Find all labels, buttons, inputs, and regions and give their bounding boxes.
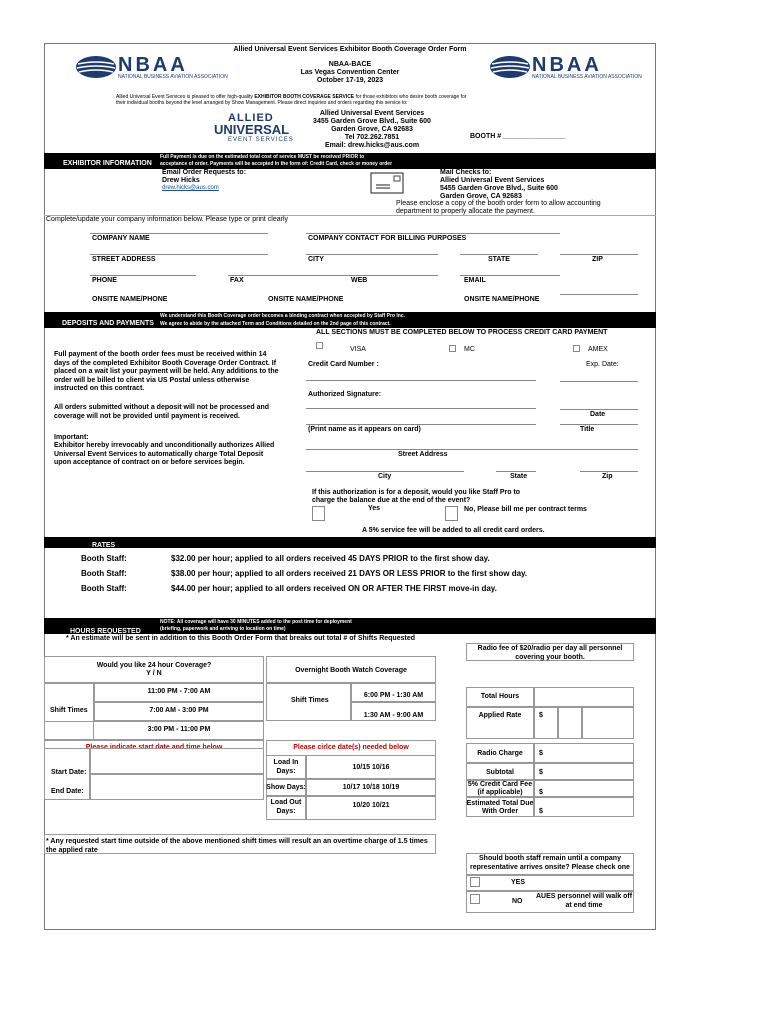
deposits-bar xyxy=(44,312,656,328)
deployment-note-1: NOTE: All coverage will have 30 MINUTES added to the post time for deployment xyxy=(160,619,352,625)
print-name-field[interactable] xyxy=(306,424,536,425)
applied-rate-field[interactable] xyxy=(558,707,582,739)
show-dates: 10/17 10/18 10/19 xyxy=(342,784,400,791)
payment-paragraph-1: Full payment of the booth order fees must be received within 14 days of the completed Exhibitor Booth Coverage Order Contract. If placed on a wait list your payment will be held. Any additions to the order will be billed to client via US Postal unless otherwise instructed on this contract. xyxy=(54,351,279,392)
allied-universal-logo: ALLIED UNIVERSAL EVENT SERVICES xyxy=(214,112,294,143)
mc-label: MC xyxy=(464,346,475,353)
cc-fee-field[interactable] xyxy=(534,780,634,797)
complete-note: Complete/update your company information below. Please type or print clearly xyxy=(46,216,289,223)
load-out-dates: 10/20 10/21 xyxy=(352,802,390,809)
circle-note: Please cirlce date(s) needed below xyxy=(293,744,409,751)
phone-label: PHONE xyxy=(92,277,117,284)
load-out-label: Load Out Days: xyxy=(270,799,302,815)
show-days-label: Show Days: xyxy=(266,784,306,791)
logo-word: NBAA xyxy=(532,54,602,76)
deployment-note-2: (briefing, paperwork and arriving to location on time) xyxy=(160,626,286,632)
venue: Las Vegas Convention Center xyxy=(300,69,400,76)
remain-no-label: NO xyxy=(512,898,523,905)
vendor-email: Email: drew.hicks@aus.com xyxy=(324,142,420,149)
coverage-yn[interactable]: Y / N xyxy=(146,670,162,677)
street-label: STREET ADDRESS xyxy=(92,256,156,263)
payment-note-2: acceptance of order. Payments will be accepted in the form of: Credit Card, check or money order xyxy=(160,161,393,167)
rate-label: Booth Staff: xyxy=(81,569,127,578)
event-name: NBAA-BACE xyxy=(328,61,372,68)
start-date-field[interactable] xyxy=(90,748,264,774)
vendor-address-2: Garden Grove, CA 92683 xyxy=(331,126,413,133)
dollar-sign: $ xyxy=(539,750,543,757)
mail-address-1: 5455 Garden Grove Blvd., Suite 600 xyxy=(440,185,558,192)
deposit-yes-label: Yes xyxy=(368,505,381,512)
exp-date-field[interactable] xyxy=(560,381,638,382)
form-title: Allied Universal Event Services Exhibitor Booth Coverage Order Form xyxy=(233,46,467,53)
deposit-question-1: If this authorization is for a deposit, would you like Staff Pro to xyxy=(312,489,521,496)
mc-checkbox[interactable] xyxy=(449,345,456,352)
overnight-heading: Overnight Booth Watch Coverage xyxy=(295,667,407,674)
vendor-address-1: 3455 Garden Grove Blvd., Suite 600 xyxy=(313,118,431,125)
dollar-sign: $ xyxy=(539,808,543,815)
auth-signature-field[interactable] xyxy=(306,408,536,409)
cc-city-field[interactable] xyxy=(306,471,464,472)
logo-tagline: NATIONAL BUSINESS AVIATION ASSOCIATION xyxy=(118,74,228,80)
company-name-label: COMPANY NAME xyxy=(92,235,150,242)
mail-checks-label: Mail Checks to: xyxy=(440,169,492,176)
cc-state-label: State xyxy=(510,473,528,480)
contact-name: Drew Hicks xyxy=(162,177,200,184)
fax-field[interactable] xyxy=(228,275,306,276)
total-hours-field[interactable] xyxy=(534,687,634,707)
end-date-label: End Date: xyxy=(51,788,84,795)
payment-note-1: Full Payment is due on the estimated total cost of service MUST be received PRIOR to xyxy=(160,154,365,160)
title-field[interactable] xyxy=(560,424,638,425)
remain-yes-label: YES xyxy=(511,879,526,886)
shift-2: 7:00 AM - 3:00 PM xyxy=(149,707,209,714)
city-label: CITY xyxy=(308,256,324,263)
email-orders-label: Email Order Requests to: xyxy=(162,169,247,176)
amex-label: AMEX xyxy=(588,346,608,353)
terms-note: We agree to abide by the attached Term and Conditions detailed on the 2nd page of this contract. xyxy=(160,321,391,327)
remain-no-checkbox[interactable] xyxy=(470,894,480,904)
company-name-field[interactable] xyxy=(90,233,268,234)
radio-charge-label: Radio Charge xyxy=(477,750,523,757)
start-date-label: Start Date: xyxy=(51,769,87,776)
zip-label: ZIP xyxy=(592,256,603,263)
exhibitor-info-bar xyxy=(44,153,656,169)
enclose-note-2: department to properly allocate the payment. xyxy=(396,208,535,215)
street-field[interactable] xyxy=(90,254,268,255)
deposit-no-checkbox[interactable] xyxy=(445,506,458,521)
globe-icon xyxy=(74,55,118,79)
email-label: EMAIL xyxy=(464,277,486,284)
rate-label: Booth Staff: xyxy=(81,584,127,593)
enclose-note-1: Please enclose a copy of the booth order form to allow accounting xyxy=(396,200,601,207)
envelope-icon xyxy=(370,172,404,194)
section-title: RATES xyxy=(92,542,116,549)
rate-label: Booth Staff: xyxy=(81,554,127,563)
shift-times-label: Shift Times xyxy=(50,707,88,714)
billing-contact-field[interactable] xyxy=(306,233,560,234)
shift-1: 11:00 PM - 7:00 AM xyxy=(147,688,211,695)
card-number-label: Credit Card Number : xyxy=(308,361,379,368)
section-title: HOURS REQUESTED xyxy=(70,628,141,635)
cc-fee-label-2: (if applicable) xyxy=(477,789,523,796)
cc-zip-field[interactable] xyxy=(580,471,638,472)
binding-note: We understand this Booth Coverage order becomes a binding contract when accepted by Staff Pro Inc. xyxy=(160,313,405,319)
vendor-tel: Tel 702.262.7851 xyxy=(344,134,400,141)
overtime-note: * Any requested start time outside of the above mentioned shift times will result an an overtime charge of 1.5 times the applied rate xyxy=(46,838,428,854)
intro-line-1: Allied Universal Event Services is pleased to offer high-quality EXHIBITOR BOOTH COVERAGE SERVICE for those exhibitors who desire booth coverage for xyxy=(116,94,467,100)
radio-charge-field[interactable] xyxy=(534,743,634,763)
shift-3: 3:00 PM - 11:00 PM xyxy=(147,726,211,733)
contact-email-link[interactable]: drew.hicks@aus.com xyxy=(162,185,219,191)
onsite-1-label: ONSITE NAME/PHONE xyxy=(92,296,168,303)
authorization-paragraph: Exhibitor hereby irrevocably and unconditionally authorizes Allied Universal Event Services to automatically charge Total Deposit upon acceptance of contract on or before services begin. xyxy=(54,442,275,466)
cc-street-field[interactable] xyxy=(306,449,638,450)
booth-number-field[interactable]: BOOTH # ________________ xyxy=(470,133,566,140)
dollar-sign: $ xyxy=(539,789,543,796)
sig-date-label: Date xyxy=(590,411,606,418)
radio-fee-note: Radio fee of $20/radio per day all personnel covering your booth. xyxy=(477,645,623,661)
deposit-yes-checkbox[interactable] xyxy=(312,506,325,521)
billing-contact-label: COMPANY CONTACT FOR BILLING PURPOSES xyxy=(308,235,467,242)
onsite-2-label: ONSITE NAME/PHONE xyxy=(268,296,344,303)
load-in-dates: 10/15 10/16 xyxy=(352,764,390,771)
section-title: DEPOSITS AND PAYMENTS xyxy=(62,320,154,327)
web-label: WEB xyxy=(351,277,368,284)
state-label: STATE xyxy=(488,256,510,263)
payment-paragraph-2: All orders submitted without a deposit will not be processed and coverage will not be provided until payment is received. xyxy=(54,404,270,420)
email-field[interactable] xyxy=(460,275,560,276)
dollar-sign: $ xyxy=(539,769,543,776)
visa-checkbox[interactable] xyxy=(316,342,323,349)
web-field[interactable] xyxy=(306,275,438,276)
applied-rate-label: Applied Rate xyxy=(478,712,522,719)
vendor-name: Allied Universal Event Services xyxy=(319,110,425,117)
rate-text: $44.00 per hour; applied to all orders received ON OR AFTER THE FIRST move-in day. xyxy=(171,584,497,593)
cc-city-label: City xyxy=(378,473,392,480)
walk-off-note: AUES personnel will walk off at end time xyxy=(535,893,633,909)
rates-bar xyxy=(44,537,656,548)
service-fee-note: A 5% service fee will be added to all credit card orders. xyxy=(362,527,545,534)
section-title: EXHIBITOR INFORMATION xyxy=(63,160,152,167)
event-dates: October 17-19, 2023 xyxy=(316,77,384,84)
est-total-label-2: With Order xyxy=(481,808,519,815)
rate-text: $32.00 per hour; applied to all orders received 45 DAYS PRIOR to the first show day. xyxy=(171,554,490,563)
mail-address-2: Garden Grove, CA 92683 xyxy=(440,193,522,200)
important-heading: Important: xyxy=(54,434,89,441)
load-in-label: Load In Days: xyxy=(273,759,299,775)
visa-label: VISA xyxy=(350,346,366,353)
est-total-field[interactable] xyxy=(534,797,634,817)
cc-zip-label: Zip xyxy=(602,473,613,480)
globe-icon xyxy=(488,55,532,79)
zip-field[interactable] xyxy=(560,254,638,255)
phone-field[interactable] xyxy=(90,275,196,276)
exp-date-label: Exp. Date: xyxy=(586,361,619,368)
print-name-label: (Print name as it appears on card) xyxy=(308,426,421,433)
est-total-label-1: Estimated Total Due xyxy=(466,800,534,807)
dollar-sign: $ xyxy=(539,712,543,719)
hours-bar xyxy=(44,618,656,634)
subtotal-label: Subtotal xyxy=(486,769,514,776)
cc-heading: ALL SECTIONS MUST BE COMPLETED BELOW TO PROCESS CREDIT CARD PAYMENT xyxy=(316,329,608,336)
nbaa-logo-right xyxy=(488,54,642,81)
indicate-note: Please indicate start date and time below xyxy=(85,744,223,751)
logo-tagline: NATIONAL BUSINESS AVIATION ASSOCIATION xyxy=(532,74,642,80)
remain-question: Should booth staff remain until a company representative arrives onsite? Please check one xyxy=(470,855,630,871)
city-field[interactable] xyxy=(306,254,438,255)
rate-text: $38.00 per hour; applied to all orders received 21 DAYS OR LESS PRIOR to the first show day. xyxy=(171,569,528,578)
cc-street-label: Street Address xyxy=(398,451,448,458)
deposit-no-label: No, Please bill me per contract terms xyxy=(464,506,587,513)
estimate-note: * An estimate will be sent in addition to this Booth Order Form that breaks out total # of Shifts Requested xyxy=(66,635,415,642)
fax-label: FAX xyxy=(230,277,244,284)
coverage-question: Would you like 24 hour Coverage? xyxy=(96,662,212,669)
amex-checkbox[interactable] xyxy=(573,345,580,352)
overnight-shift-2: 1:30 AM - 9:00 AM xyxy=(363,712,424,719)
state-field[interactable] xyxy=(460,254,538,255)
remain-yes-checkbox[interactable] xyxy=(470,877,480,887)
logo-word: NBAA xyxy=(118,54,188,76)
title-label: Title xyxy=(580,426,595,433)
total-hours-label: Total Hours xyxy=(480,693,520,700)
auth-signature-label: Authorized Signature: xyxy=(308,391,382,398)
mail-name: Allied Universal Event Services xyxy=(440,177,545,184)
subtotal-field[interactable] xyxy=(534,763,634,780)
overnight-shift-label: Shift Times xyxy=(291,697,329,704)
intro-line-2: their individual booths beyond the level arranged by Show Management. Please direct inquiries and orders regarding this service to: xyxy=(116,100,408,106)
cc-fee-label-1: 5% Credit Card Fee xyxy=(467,781,533,788)
overnight-shift-1: 6:00 PM - 1:30 AM xyxy=(363,692,424,699)
card-number-field[interactable] xyxy=(306,380,536,381)
nbaa-logo-left xyxy=(74,54,228,81)
deposit-question-2: charge the balance due at the end of the event? xyxy=(312,497,471,504)
onsite-3-label: ONSITE NAME/PHONE xyxy=(464,296,540,303)
cc-state-field[interactable] xyxy=(496,471,536,472)
end-date-field[interactable] xyxy=(90,774,264,800)
sig-date-field[interactable] xyxy=(560,409,638,410)
